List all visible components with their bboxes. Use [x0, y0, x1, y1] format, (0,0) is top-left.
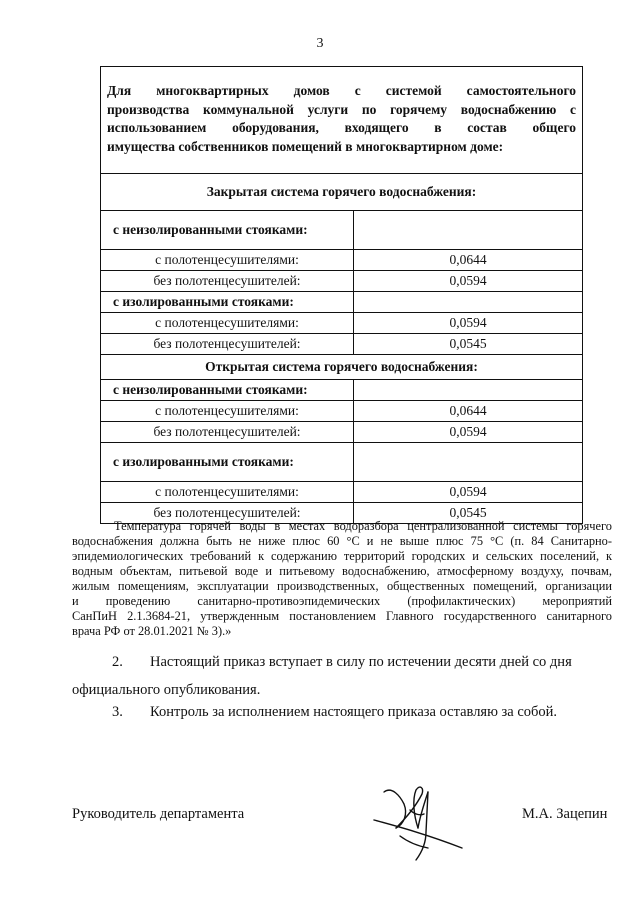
note-line: водоснабжения должна быть не ниже плюс 60 °С и не выше плюс 75 °С (п. 84 Санитарно- — [72, 534, 612, 548]
table-intro-cell — [101, 67, 583, 174]
intro-line: Для многоквартирных домов с системой самостоятельного — [107, 83, 576, 98]
empty-cell — [354, 443, 583, 482]
table-row — [101, 313, 583, 334]
note-line: эпидемиологических требований к содержанию территорий городских и сельских поселений, к — [72, 549, 612, 563]
page-number: 3 — [316, 36, 324, 51]
table-row — [101, 422, 583, 443]
row-label: с полотенцесушителями: — [101, 401, 354, 422]
temperature-note — [72, 519, 612, 639]
note-line: СанПиН 2.1.3684-21, утвержденным постановлением Главного государственного санитарного — [72, 609, 612, 623]
group-label: с изолированными стояками: — [101, 292, 354, 313]
group-row — [101, 292, 583, 313]
table-row — [101, 271, 583, 292]
note-line: Температура горячей воды в местах водоразбора централизованной системы горячего — [114, 519, 612, 533]
signer-name: М.А. Зацепин — [522, 806, 608, 822]
note-line: жилым помещениям, эксплуатации производственных, общественных помещений, организации — [72, 579, 612, 593]
row-label: без полотенцесушителей: — [101, 503, 354, 524]
row-value: 0,0644 — [354, 250, 583, 271]
row-label: без полотенцесушителей: — [101, 334, 354, 355]
row-value: 0,0545 — [354, 334, 583, 355]
group-label: с неизолированными стояками: — [101, 380, 354, 401]
intro-line: использованием оборудования, входящего в состав общего — [107, 120, 576, 135]
section-row-open — [101, 355, 583, 380]
clause-text-cont: официального опубликования. — [72, 682, 261, 698]
row-value: 0,0594 — [354, 422, 583, 443]
row-value: 0,0594 — [354, 271, 583, 292]
empty-cell — [354, 211, 583, 250]
row-label: с полотенцесушителями: — [101, 250, 354, 271]
group-row — [101, 380, 583, 401]
norms-table — [100, 66, 583, 524]
section-title: Закрытая система горячего водоснабжения: — [101, 174, 583, 211]
group-row — [101, 211, 583, 250]
clause-2 — [72, 650, 612, 702]
signer-position: Руководитель департамента — [72, 806, 245, 822]
clause-number: 2. — [112, 654, 123, 670]
group-row — [101, 443, 583, 482]
row-label: без полотенцесушителей: — [101, 422, 354, 443]
table-row — [101, 334, 583, 355]
clause-3 — [72, 700, 612, 724]
group-label: с неизолированными стояками: — [101, 211, 354, 250]
table-row — [101, 401, 583, 422]
note-line: и проведению санитарно-противоэпидемических (профилактических) мероприятий — [72, 594, 612, 608]
table-intro-row — [101, 67, 583, 174]
note-line: врача РФ от 28.01.2021 № 3).» — [72, 624, 232, 638]
section-row-closed — [101, 174, 583, 211]
empty-cell — [354, 292, 583, 313]
group-label: с изолированными стояками: — [101, 443, 354, 482]
row-value: 0,0594 — [354, 313, 583, 334]
intro-line: производства коммунальной услуги по горячему водоснабжению с — [107, 101, 576, 117]
section-title: Открытая система горячего водоснабжения: — [101, 355, 583, 380]
table-row — [101, 250, 583, 271]
row-label: с полотенцесушителями: — [101, 482, 354, 503]
intro-line: имущества собственников помещений в многоквартирном доме: — [107, 138, 504, 154]
row-label: без полотенцесушителей: — [101, 271, 354, 292]
row-value: 0,0545 — [354, 503, 583, 524]
empty-cell — [354, 380, 583, 401]
clause-text: Настоящий приказ вступает в силу по истечении десяти дней со дня — [150, 654, 572, 670]
note-line: водным объектам, питьевой воде и питьевому водоснабжению, атмосферному воздуху, почвам, — [72, 564, 612, 578]
clause-text: Контроль за исполнением настоящего приказа оставляю за собой. — [150, 704, 558, 720]
row-value: 0,0594 — [354, 482, 583, 503]
row-label: с полотенцесушителями: — [101, 313, 354, 334]
table-row — [101, 482, 583, 503]
row-value: 0,0644 — [354, 401, 583, 422]
clause-number: 3. — [112, 704, 123, 720]
handwritten-signature — [366, 770, 466, 865]
